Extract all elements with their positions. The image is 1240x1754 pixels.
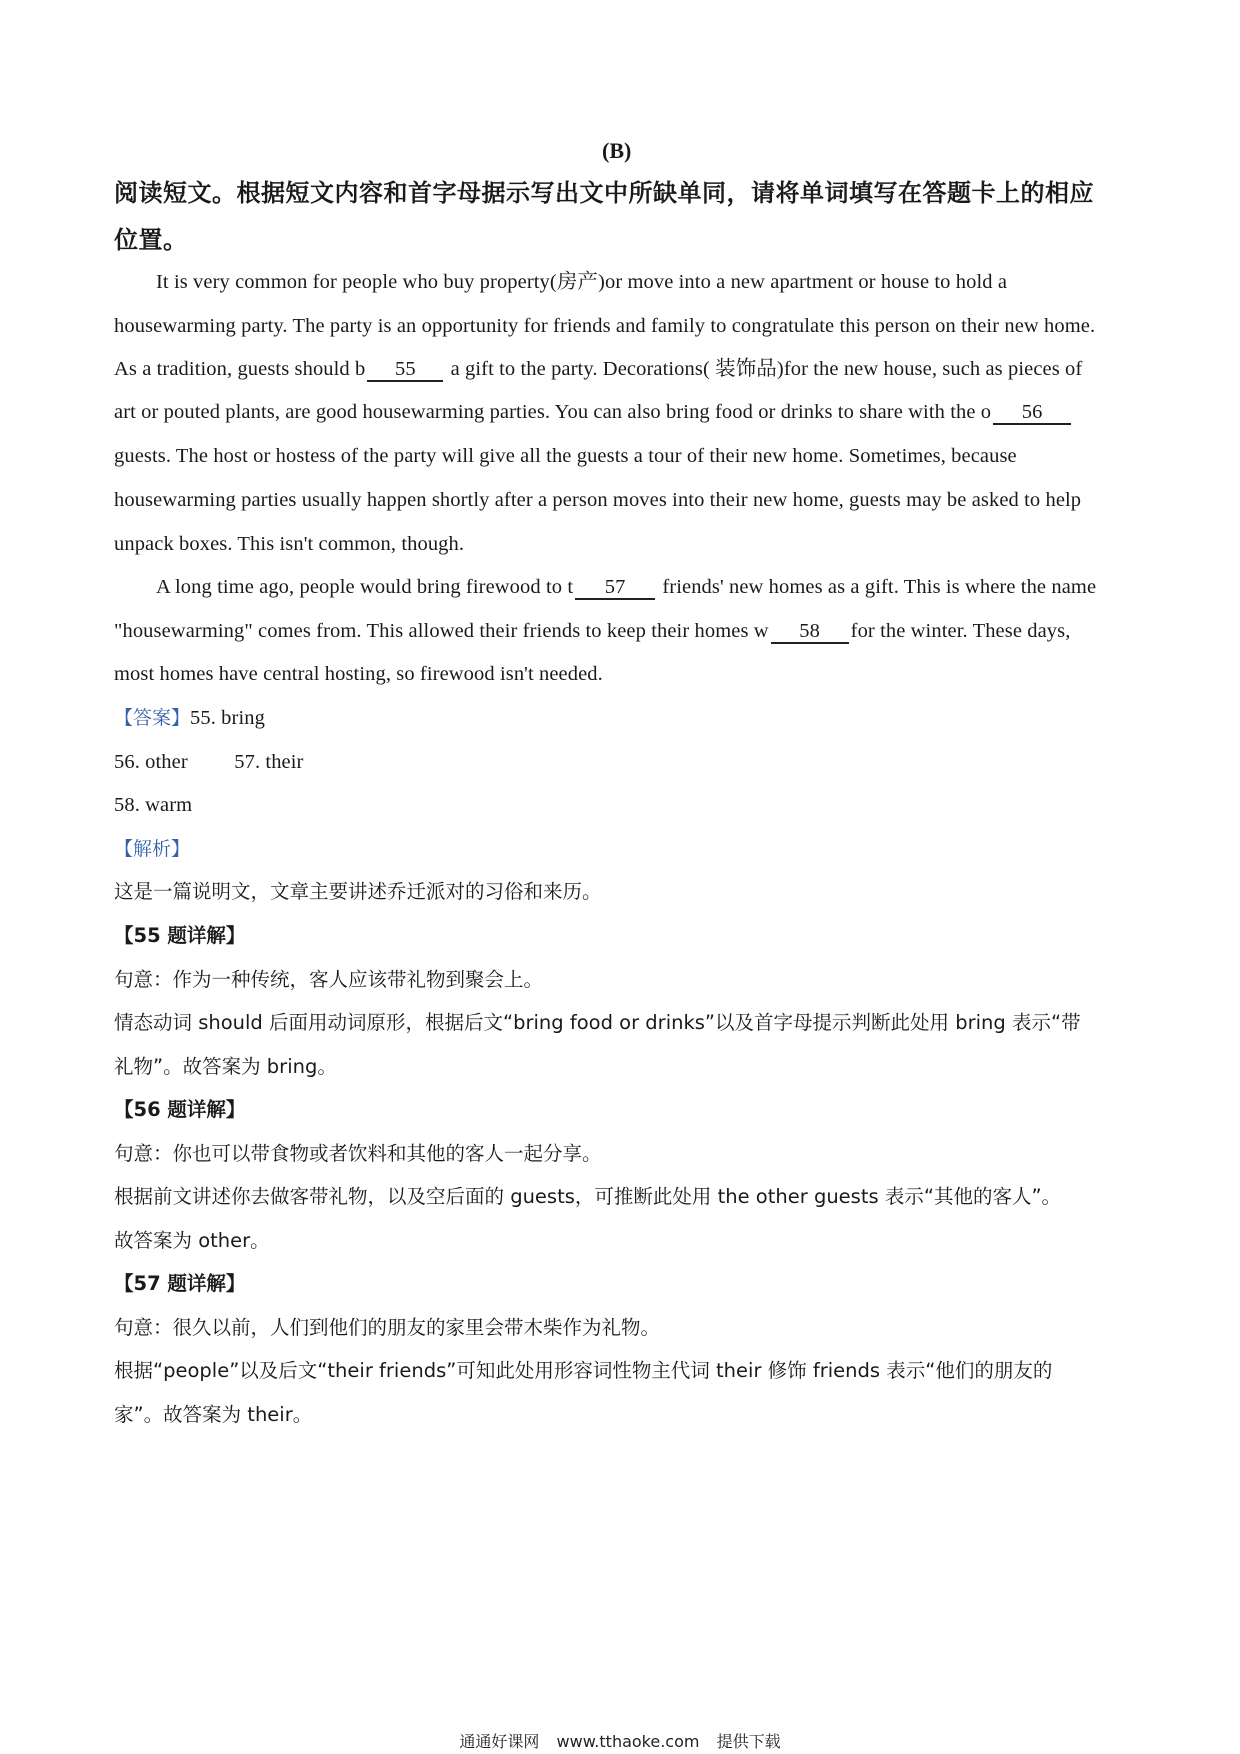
instruction-line-2: 位置。	[114, 226, 188, 254]
passage-line: housewarming party. The party is an opportunity for friends and family to congratulate this person on their new home.	[114, 315, 1096, 337]
passage-text: As a tradition, guests should b	[114, 358, 366, 380]
section-title: (B)	[602, 138, 632, 163]
answer-55: 55. bring	[190, 707, 265, 729]
q55-sense: 句意：作为一种传统，客人应该带礼物到聚会上。	[114, 968, 544, 991]
passage-line: guests. The host or hostess of the party will give all the guests a tour of their new home. Sometimes, because	[114, 445, 1017, 467]
analysis-tag: 【解析】	[114, 838, 191, 860]
answer-57: 57. their	[234, 751, 304, 773]
blank-58: 58	[771, 620, 849, 644]
footer-url[interactable]: www.tthaoke.com	[556, 1732, 700, 1751]
footer-note: 提供下载	[716, 1732, 781, 1751]
passage-line	[114, 355, 1082, 383]
q57-explain-1: 根据“people”以及后文“their friends”可知此处用形容词性物主代词 their 修饰 friends 表示“他们的朋友的	[114, 1359, 1053, 1382]
passage-text: A long time ago, people would bring firewood to t	[156, 576, 574, 598]
passage-text: for the winter. These days,	[850, 620, 1071, 642]
page-footer	[0, 1729, 1240, 1752]
blank-57: 57	[575, 576, 655, 600]
analysis-summary: 这是一篇说明文，文章主要讲述乔迁派对的习俗和来历。	[114, 880, 602, 903]
answer-56: 56. other	[114, 751, 188, 773]
passage-line	[114, 617, 1070, 645]
footer-site-name: 通通好课网	[459, 1732, 540, 1751]
passage-text: a gift to the party. Decorations( 装饰品)for the new house, such as pieces of	[450, 358, 1083, 380]
answer-line	[114, 704, 265, 732]
passage-line: unpack boxes. This isn't common, though.	[114, 533, 465, 555]
q55-explain-2: 礼物”。故答案为 bring。	[114, 1055, 337, 1078]
q55-title: 【55 题详解】	[114, 924, 246, 947]
instruction-line-1: 阅读短文。根据短文内容和首字母据示写出文中所缺单同，请将单词填写在答题卡上的相应	[114, 179, 1094, 207]
passage-line: housewarming parties usually happen shortly after a person moves into their new home, guests may be asked to help	[114, 489, 1082, 511]
blank-55: 55	[367, 358, 443, 382]
passage-text: art or pouted plants, are good housewarming parties. You can also bring food or drinks to share with the o	[114, 401, 992, 423]
q57-explain-2: 家”。故答案为 their。	[114, 1403, 313, 1426]
passage-text: friends' new homes as a gift. This is where the name	[662, 576, 1097, 598]
q56-title: 【56 题详解】	[114, 1098, 246, 1121]
passage-line	[114, 398, 1073, 426]
q55-explain-1: 情态动词 should 后面用动词原形，根据后文“bring food or drinks”以及首字母提示判断此处用 bring 表示“带	[114, 1011, 1081, 1034]
passage-line	[156, 573, 1096, 601]
answer-tag: 【答案】	[114, 707, 191, 729]
answer-58: 58. warm	[114, 794, 193, 816]
q57-sense: 句意：很久以前，人们到他们的朋友的家里会带木柴作为礼物。	[114, 1316, 661, 1339]
passage-text: "housewarming" comes from. This allowed their friends to keep their homes w	[114, 620, 769, 642]
passage-line: It is very common for people who buy property(房产)or move into a new apartment or house to hold a	[156, 271, 1008, 293]
q56-explain-1: 根据前文讲述你去做客带礼物，以及空后面的 guests，可推断此处用 the other guests 表示“其他的客人”。	[114, 1185, 1062, 1208]
answer-line	[114, 748, 303, 776]
q56-explain-2: 故答案为 other。	[114, 1229, 270, 1252]
passage-line: most homes have central hosting, so firewood isn't needed.	[114, 663, 603, 685]
q57-title: 【57 题详解】	[114, 1272, 246, 1295]
q56-sense: 句意：你也可以带食物或者饮料和其他的客人一起分享。	[114, 1142, 602, 1165]
blank-56: 56	[993, 401, 1071, 425]
